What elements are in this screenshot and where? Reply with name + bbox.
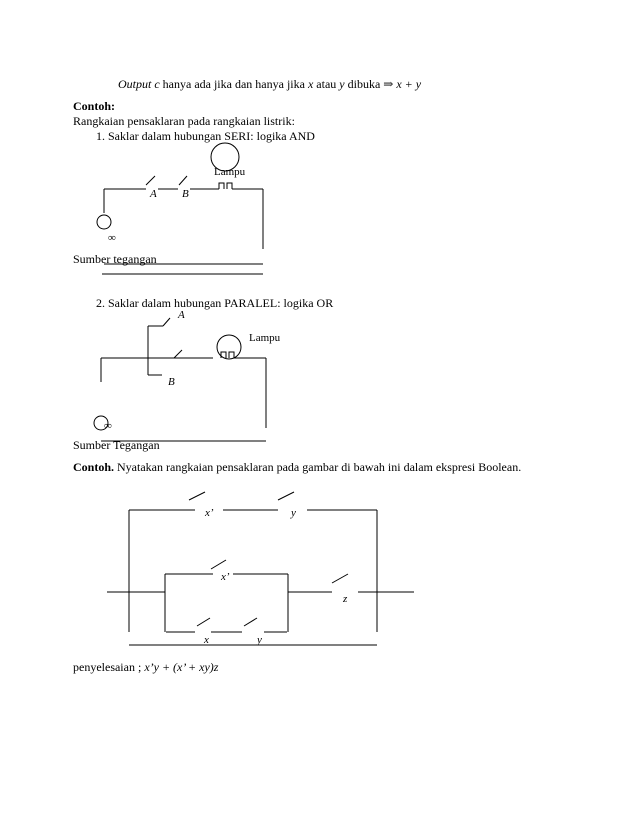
- intro-result: x + y: [396, 77, 422, 91]
- implies-symbol: ⇒: [383, 77, 394, 91]
- source-symbol: ∞: [108, 232, 116, 244]
- intro-x: x: [307, 77, 314, 91]
- switch-a-label: A: [150, 188, 157, 200]
- switch-x-prime-lever: [189, 492, 205, 500]
- intro-prefix: Output c: [118, 77, 160, 91]
- list-item-series: 1. Saklar dalam hubungan SERI: logika AND: [96, 129, 315, 143]
- list-item-parallel: 2. Saklar dalam hubungan PARALEL: logika OR: [96, 296, 334, 310]
- solution-expression: x’y + (x’ + xy)z: [144, 660, 219, 674]
- intro-dibuka: dibuka: [347, 77, 381, 91]
- solution-label: penyelesaian ;: [73, 660, 142, 674]
- label-z: z: [343, 593, 348, 605]
- example-heading: Contoh:: [73, 99, 116, 113]
- switch-a-label: A: [178, 309, 185, 321]
- example2-heading: Contoh.: [73, 460, 115, 474]
- lamp-label: Lampu: [249, 332, 281, 344]
- switch-y-lever: [244, 618, 257, 626]
- label-x-bottom: x: [204, 634, 209, 646]
- switch-y-lever: [278, 492, 294, 500]
- solution-line: [73, 660, 218, 674]
- intro-y: y: [339, 77, 345, 91]
- intro-middle: hanya ada jika dan hanya jika: [162, 77, 305, 91]
- series-source-label: Sumber tegangan: [73, 252, 157, 266]
- lamp-label: Lampu: [214, 166, 246, 178]
- label-y-top: y: [291, 507, 296, 519]
- parallel-source-label: Sumber Tegangan: [73, 438, 160, 452]
- label-x-prime-top: x’: [205, 507, 214, 519]
- switch-b-label: B: [182, 188, 189, 200]
- switch-z-lever: [332, 574, 348, 583]
- switch-b-label: B: [168, 376, 175, 388]
- switch-x-lever: [197, 618, 210, 626]
- switch-x-prime-lever: [211, 560, 226, 569]
- example2-text: Nyatakan rangkaian pensaklaran pada gambar di bawah ini dalam ekspresi Boolean.: [117, 460, 522, 474]
- example-description: Rangkaian pensaklaran pada rangkaian listrik:: [73, 114, 295, 128]
- label-x-prime-middle: x’: [221, 571, 230, 583]
- intro-atau: atau: [316, 77, 337, 91]
- source-symbol: ∞: [104, 420, 112, 432]
- label-y-bottom: y: [257, 634, 262, 646]
